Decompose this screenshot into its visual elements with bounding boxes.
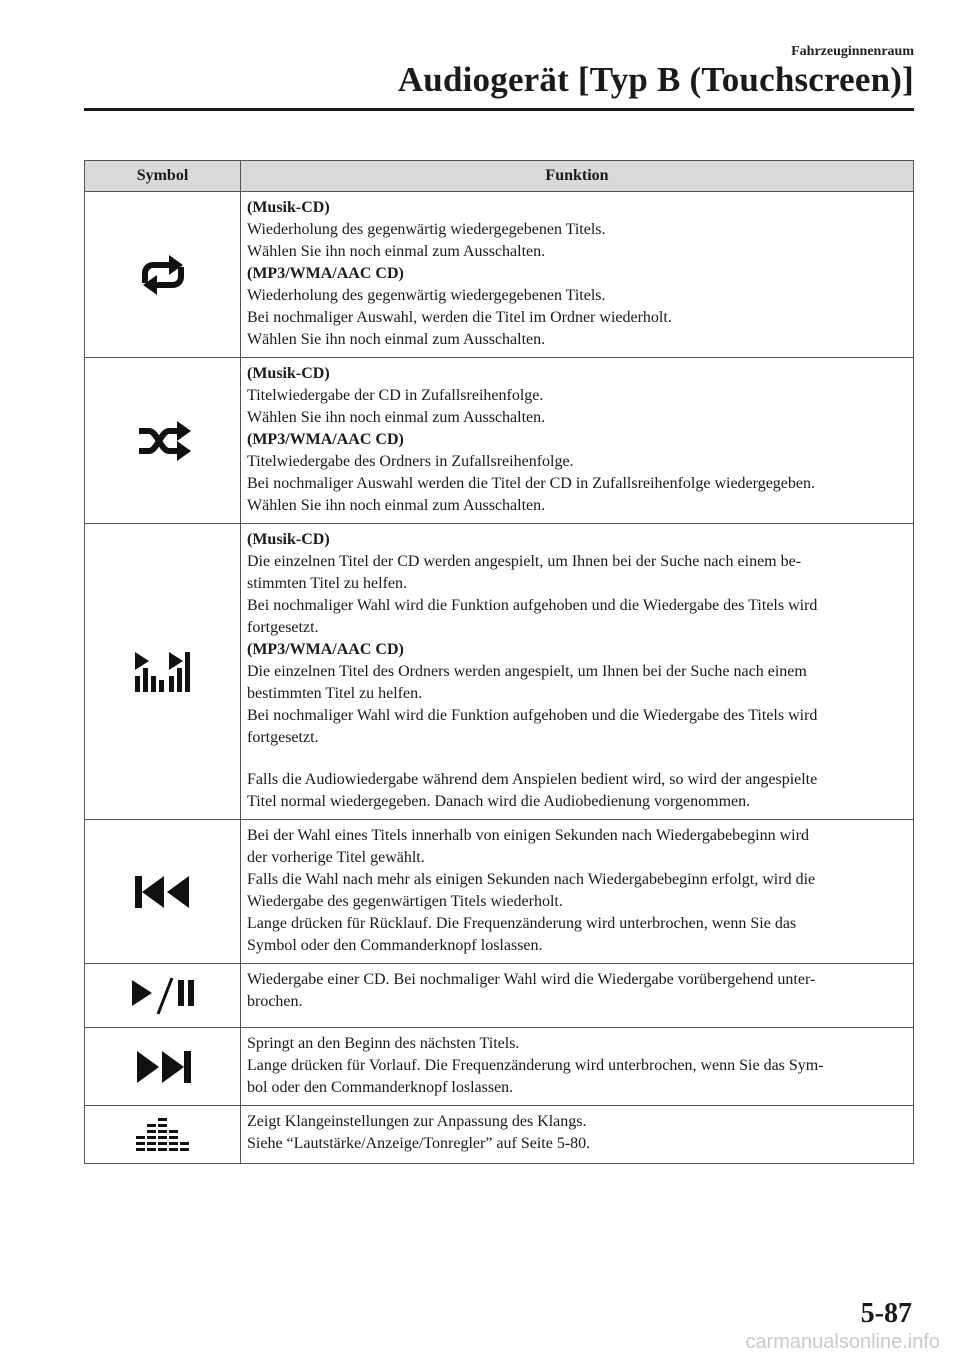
description-line: Siehe “Lautstärke/Anzeige/Tonregler” auf Seite 5-80. [247,1135,591,1152]
description-line: Wählen Sie ihn noch einmal zum Ausschalten. [247,409,546,426]
description-line: bol oder den Commanderknopf loslassen. [247,1079,514,1096]
description-line: (Musik-CD) [247,531,330,548]
description-line: fortgesetzt. [247,729,319,746]
symbol-cell [85,524,241,820]
description-line: Wiedergabe des gegenwärtigen Titels wiederholt. [247,893,563,910]
symbol-cell [85,1028,241,1106]
description-line: bestimmten Titel zu helfen. [247,685,423,702]
description-line: Falls die Wahl nach mehr als einigen Sekunden nach Wiedergabebeginn erfolgt, wird die [247,871,816,888]
description-line: (MP3/WMA/AAC CD) [247,431,404,448]
description-line: Lange drücken für Vorlauf. Die Frequenzänderung wird unterbrochen, wenn Sie das Sym- [247,1057,824,1074]
description-line: Bei nochmaliger Auswahl werden die Titel der CD in Zufallsreihenfolge wiedergegeben. [247,475,815,492]
table-row [85,524,914,820]
symbol-cell [85,1106,241,1164]
symbol-cell [85,964,241,1028]
description-line: Bei der Wahl eines Titels innerhalb von einigen Sekunden nach Wiedergabebeginn wird [247,827,809,844]
description-line: der vorherige Titel gewählt. [247,849,425,866]
column-header-function: Funktion [241,161,914,192]
next-track-icon [133,1049,193,1085]
description-line: Wiederholung des gegenwärtig wiedergegebenen Titels. [247,221,606,238]
description-line: Bei nochmaliger Auswahl, werden die Titel im Ordner wiederholt. [247,309,672,326]
symbol-cell [85,192,241,358]
description-line: Bei nochmaliger Wahl wird die Funktion aufgehoben und die Wiedergabe des Titels wird [247,597,818,614]
description-line: (Musik-CD) [247,199,330,216]
shuffle-icon [133,419,193,463]
description-line: Die einzelnen Titel der CD werden angespielt, um Ihnen bei der Suche nach einem be- [247,553,802,570]
scan-icon [131,650,195,694]
description-line: fortgesetzt. [247,619,319,636]
description-line: Lange drücken für Rücklauf. Die Frequenzänderung wird unterbrochen, wenn Sie das [247,915,797,932]
function-description [241,192,914,358]
table-row [85,1106,914,1164]
function-description [241,964,914,1028]
table-row [85,820,914,964]
description-line: Zeigt Klangeinstellungen zur Anpassung des Klangs. [247,1113,587,1130]
function-description [241,524,914,820]
description-line: Wiederholung des gegenwärtig wiedergegebenen Titels. [247,287,606,304]
watermark: carmanualsonline.info [745,1331,940,1353]
column-header-symbol: Symbol [85,161,241,192]
description-line: Symbol oder den Commanderknopf loslassen. [247,937,543,954]
table-header-row [85,161,914,192]
description-line: Wählen Sie ihn noch einmal zum Ausschalten. [247,243,546,260]
function-description [241,1106,914,1164]
page-number: 5-87 [860,1298,912,1329]
previous-track-icon [133,874,193,910]
description-line: Titelwiedergabe der CD in Zufallsreihenfolge. [247,387,544,404]
description-line: Springt an den Beginn des nächsten Titels. [247,1035,520,1052]
play-pause-icon [128,976,198,1016]
description-line: (MP3/WMA/AAC CD) [247,265,404,282]
description-line: (MP3/WMA/AAC CD) [247,641,404,658]
section-title: Fahrzeuginnenraum [791,44,914,59]
description-line: Wählen Sie ihn noch einmal zum Ausschalten. [247,497,546,514]
description-line: (Musik-CD) [247,365,330,382]
description-line: Falls die Audiowiedergabe während dem Anspielen bedient wird, so wird der angespielte [247,771,818,788]
symbol-cell [85,358,241,524]
description-line: stimmten Titel zu helfen. [247,575,407,592]
description-line: Titelwiedergabe des Ordners in Zufallsreihenfolge. [247,453,574,470]
repeat-icon [133,253,193,297]
table-row [85,964,914,1028]
function-description [241,820,914,964]
table-row [85,1028,914,1106]
description-line: Titel normal wiedergegeben. Danach wird die Audiobedienung vorgenommen. [247,793,751,810]
symbol-cell [85,820,241,964]
table-row [85,192,914,358]
description-line: Bei nochmaliger Wahl wird die Funktion aufgehoben und die Wiedergabe des Titels wird [247,707,818,724]
function-description [241,358,914,524]
header-divider [84,108,914,111]
table-row [85,358,914,524]
page-title: Audiogerät [Typ B (Touchscreen)] [397,60,914,99]
function-table [84,160,914,1164]
sound-settings-icon [134,1116,192,1154]
description-line: Wählen Sie ihn noch einmal zum Ausschalten. [247,331,546,348]
description-line: Die einzelnen Titel des Ordners werden angespielt, um Ihnen bei der Suche nach einem [247,663,807,680]
description-line: brochen. [247,993,303,1010]
description-line: Wiedergabe einer CD. Bei nochmaliger Wahl wird die Wiedergabe vorübergehend unter- [247,971,816,988]
function-description [241,1028,914,1106]
